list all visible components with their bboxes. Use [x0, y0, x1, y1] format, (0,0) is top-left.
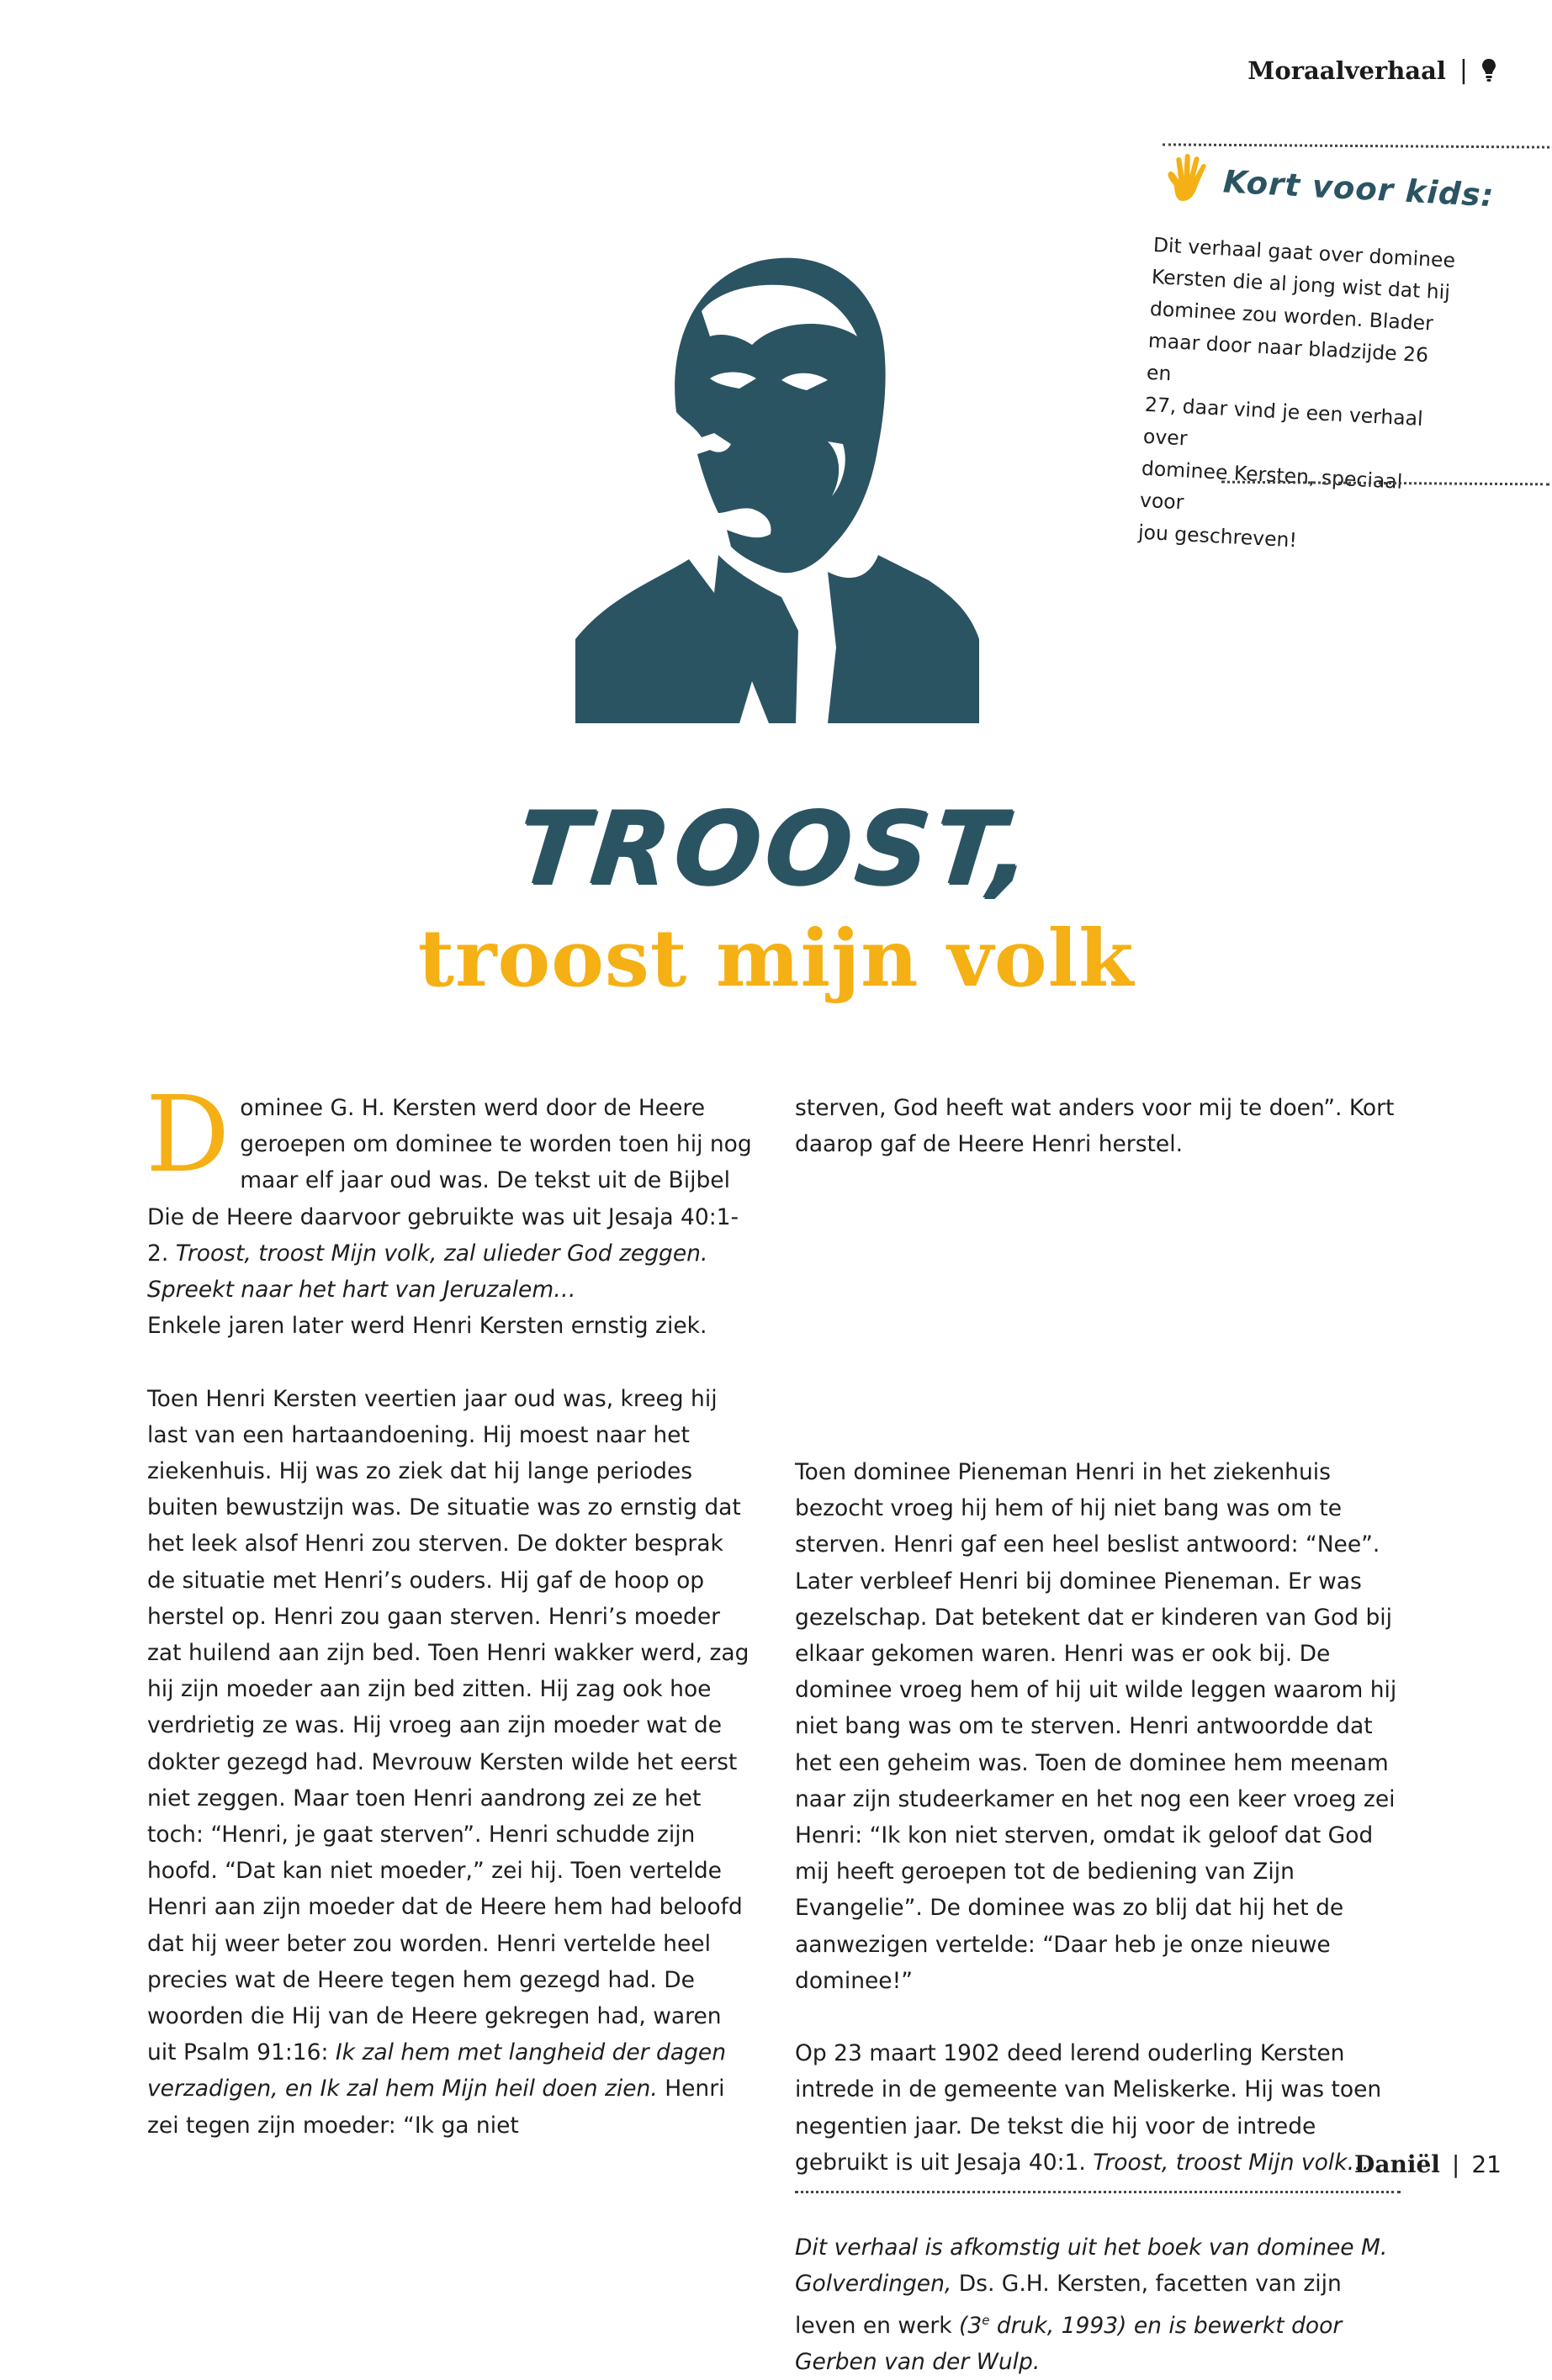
kids-line: Dit verhaal gaat over dominee	[1152, 232, 1456, 272]
paragraph-text: Op 23 maart 1902 deed lerend ouderling Kersten intrede in de gemeente van Meliskerke. Hij was toen negentien jaar. De tekst die hij voor de intrede gebruikt is uit Jesaja 40:1.	[795, 2040, 1382, 2176]
kids-line: Kersten die al jong wist dat hij	[1151, 264, 1451, 304]
kids-text	[1137, 229, 1463, 564]
kids-line: maar door naar bladzijde 26 en	[1146, 328, 1429, 386]
title-line-1: TROOST,	[511, 791, 1041, 907]
source-text: e	[982, 2312, 990, 2328]
paragraph-continuation: sterven, God heeft wat anders voor mij te doen”. Kort daarop gaf de Heere Henri herstel.	[795, 1095, 1395, 1158]
drop-cap: D	[146, 1074, 230, 1196]
title-line-2: troost mijn volk	[417, 912, 1135, 1005]
kids-line: dominee Kersten, speciaal voor	[1139, 456, 1403, 515]
source-text: (3	[959, 2312, 983, 2339]
source-text: druk, 1993) en is bewerkt door Gerben van der Wulp.	[795, 2312, 1343, 2375]
source-text: Dit verhaal is afkomstig uit het boek van dominee M. Golverdingen,	[795, 2235, 1388, 2298]
article-column-left	[146, 1074, 753, 2144]
paragraph: Enkele jaren later werd Henri Kersten ernstig ziek.	[147, 1313, 707, 1340]
lightbulb-icon	[1481, 58, 1496, 83]
footer-separator: |	[1451, 2150, 1460, 2178]
page-number: 21	[1471, 2150, 1502, 2178]
paragraph	[147, 1381, 753, 2144]
bible-quote: Troost, troost Mijn volk, zal ulieder God zeggen. Spreekt naar het hart van Jeruzalem…	[147, 1240, 708, 1304]
article-column-right	[795, 1454, 1401, 2380]
paragraph-text: Henri zei tegen zijn moeder: “Ik ga niet	[147, 2076, 725, 2139]
header-separator: |	[1459, 56, 1468, 85]
source-note	[795, 2229, 1401, 2380]
magazine-name: Daniël	[1354, 2150, 1440, 2178]
page-footer	[1354, 2150, 1502, 2178]
paragraph	[795, 2035, 1401, 2181]
paragraph-text: ominee G. H. Kersten werd door de Heere geroepen om dominee te worden toen hij nog maar elf jaar oud was. De tekst uit de Bijbel Die de Heere daarvoor gebruikte was uit Jesaja 40:1-2.	[147, 1095, 752, 1267]
kids-heading	[1162, 151, 1496, 223]
portrait-illustration	[575, 244, 979, 723]
kids-line: 27, daar vind je een verhaal over	[1142, 392, 1424, 451]
kids-sidebar	[1137, 135, 1549, 553]
running-header	[1247, 56, 1496, 85]
book-title: Ds. G.H. Kersten, facetten van zijn leven en werk	[795, 2271, 1342, 2339]
bible-quote: Troost, troost Mijn volk…	[1093, 2149, 1370, 2176]
paragraph	[146, 1074, 753, 1308]
hand-icon	[1162, 151, 1216, 208]
bible-quote: Ik zal hem met langheid der dagen verzadigen, en Ik zal hem Mijn heil doen zien.	[147, 2039, 726, 2102]
paragraph-text: Toen Henri Kersten veertien jaar oud was, kreeg hij last van een hartaandoening. Hij moest naar het ziekenhuis. Hij was zo ziek dat hij lange periodes buiten bewustzijn was. De situatie was zo ernstig dat het leek alsof Henri zou sterven. De dokter besprak de situatie met Henri’s ouders. Hij gaf de hoop op herstel op. Henri zou gaan sterven. Henri’s moeder zat huilend aan zijn bed. Toen Henri wakker werd, zag hij zijn moeder aan zijn bed zitten. Hij zag ook hoe verdrietig ze was. Hij vroeg aan zijn moeder wat de dokter gezegd had. Mevrouw Kersten wilde het eerst niet zeggen. Maar toen Henri aandrong zei ze het toch: “Henri, je gaat sterven”. Henri schudde zijn hoofd. “Dat kan niet moeder,” zei hij. Toen vertelde Henri aan zijn moeder dat de Heere hem had beloofd dat hij weer beter zou worden. Henri vertelde heel precies wat de Heere tegen hem gezegd had. De woorden die Hij van de Heere gekregen had, waren uit Psalm 91:16:	[147, 1385, 750, 2066]
article-column-right-top	[795, 1090, 1401, 1162]
kids-line: dominee zou worden. Blader	[1149, 296, 1434, 336]
paragraph: Toen dominee Pieneman Henri in het ziekenhuis bezocht vroeg hij hem of hij niet bang was om te sterven. Henri gaf een heel beslist antwoord: “Nee”. Later verbleef Henri bij dominee Pieneman. Er was gezelschap. Dat betekent dat er kinderen van God bij elkaar gekomen waren. Henri was er ook bij. De dominee vroeg hem of hij uit wilde leggen waarom hij niet bang was om te sterven. Henri antwoordde dat het een geheim was. Toen de dominee hem meenam naar zijn studeerkamer en het nog een keer vroeg zei Henri: “Ik kon niet sterven, omdat ik geloof dat God mij heeft geroepen tot de bediening van Zijn Evangelie”. De dominee was zo blij dat hij het de aanwezigen vertelde: “Daar heb je onze nieuwe dominee!”	[795, 1459, 1397, 1994]
section-label: Moraalverhaal	[1247, 56, 1446, 85]
divider	[1163, 143, 1549, 148]
kids-title: Kort voor kids:	[1222, 162, 1496, 214]
kids-line: jou geschreven!	[1137, 520, 1298, 553]
